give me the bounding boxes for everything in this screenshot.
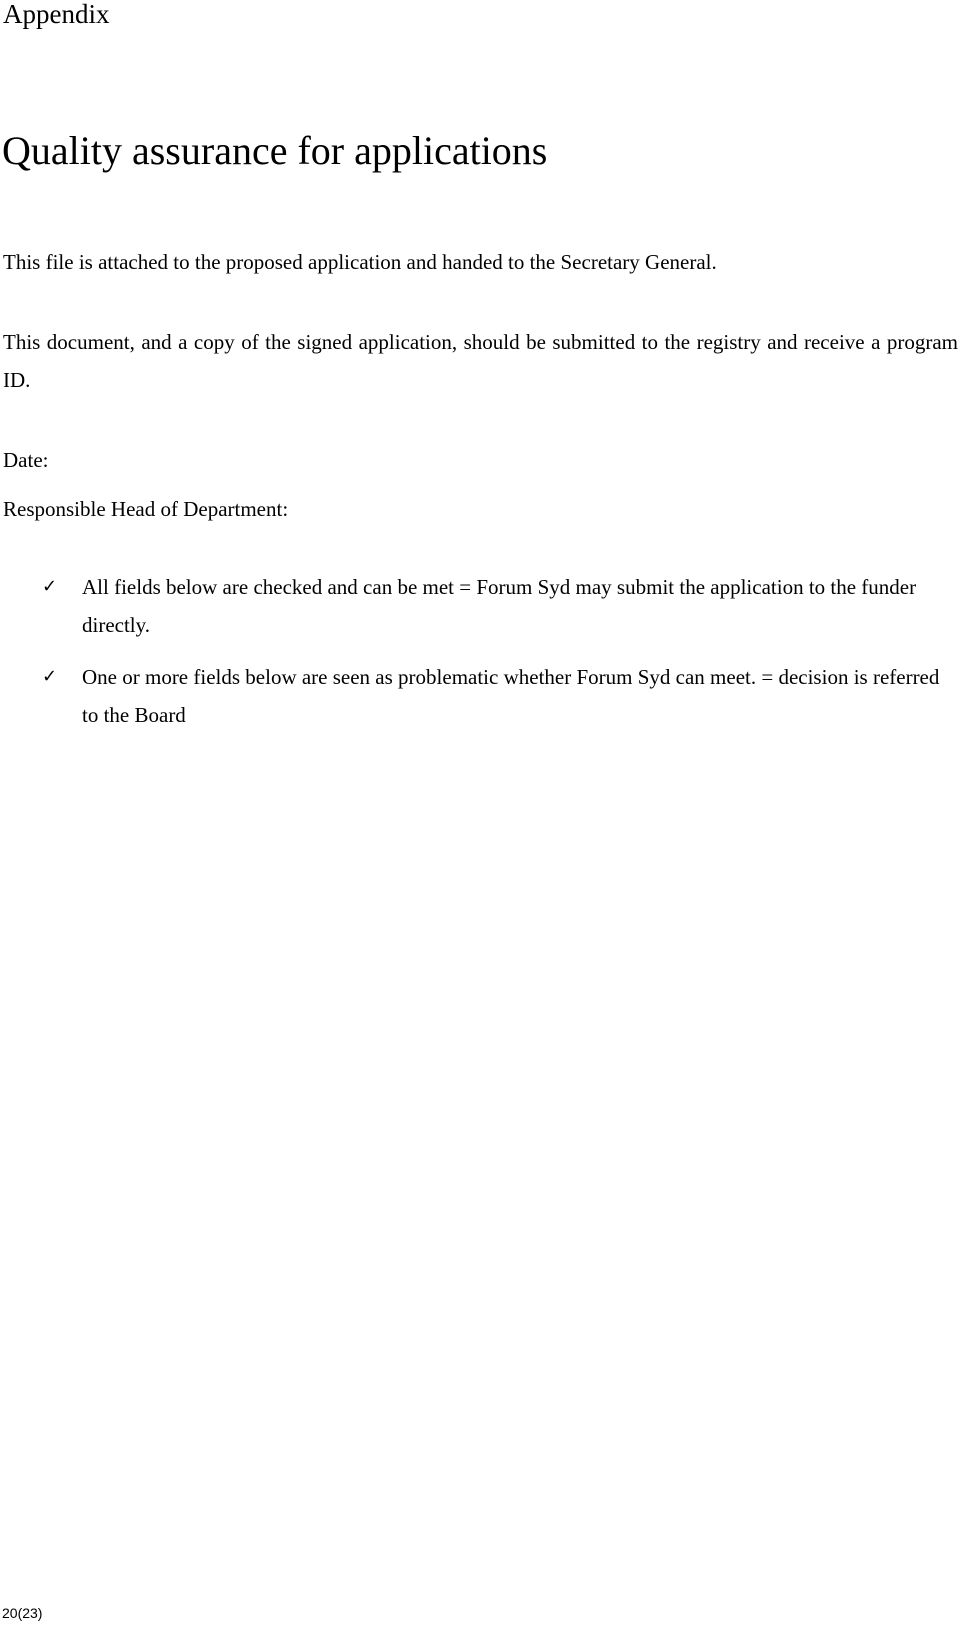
head-of-department-field <box>3 494 288 524</box>
checkmark-icon: ✓ <box>42 576 58 597</box>
date-field <box>3 445 48 475</box>
page-number: 20(23) <box>2 1605 43 1621</box>
checklist-item-text: All fields below are checked and can be met = Forum Syd may submit the application to the funder directly. <box>82 575 917 637</box>
checklist-item <box>0 568 950 644</box>
intro-paragraph: This file is attached to the proposed application and handed to the Secretary General. <box>3 250 717 274</box>
decision-checklist <box>0 568 950 748</box>
page-title: Quality assurance for applications <box>2 128 548 173</box>
date-label: Date: <box>3 448 49 472</box>
checklist-item-text: One or more fields below are seen as problematic whether Forum Syd can meet. = decision is referred to the Board <box>82 665 940 727</box>
submission-paragraph: This document, and a copy of the signed application, should be submitted to the registry and receive a program ID. <box>3 330 958 392</box>
section-label: Appendix <box>3 0 110 29</box>
checklist-item <box>0 658 950 734</box>
head-of-department-label: Responsible Head of Department: <box>3 497 289 521</box>
checkmark-icon: ✓ <box>42 666 58 687</box>
